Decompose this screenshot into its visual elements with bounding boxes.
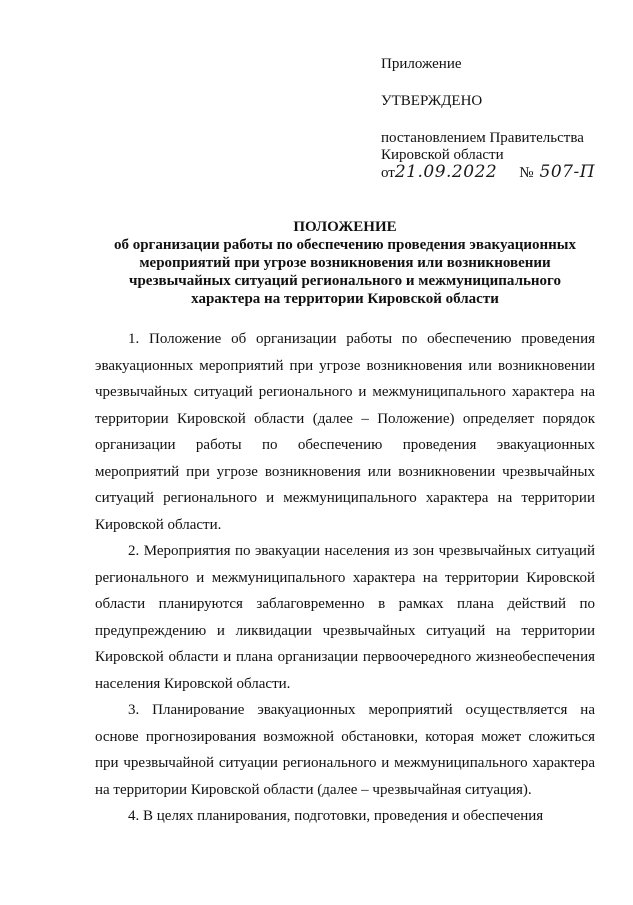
date-number-line [381, 164, 621, 182]
document-title [95, 218, 595, 308]
document-body [95, 326, 595, 830]
date-prefix: от [381, 165, 395, 181]
handwritten-date: 21.09.2022 [394, 162, 498, 182]
decree-line-2: Кировской области [381, 147, 504, 163]
paragraph-2: 2. Мероприятия по эвакуации населения из зон чрезвычайных ситуаций регионального и межмуниципального характера на территории Кировской области планируются заблаговременно в рамках плана действий по предупреждению и ликвидации чрезвычайных ситуаций на территории Кировской области и плана организации первоочередного жизнеобеспечения населения Кировской области. [95, 543, 595, 692]
approval-block [381, 56, 621, 182]
paragraph-3: 3. Планирование эвакуационных мероприятий осуществляется на основе прогнозирования возможной обстановки, которая может сложиться при чрезвычайной ситуации регионального и межмуниципального характера на территории Кировской области (далее – чрезвычайная ситуация). [95, 702, 595, 798]
appendix-label: Приложение [381, 56, 462, 72]
handwritten-number: 507-П [539, 162, 596, 182]
title-main: ПОЛОЖЕНИЕ [293, 219, 397, 235]
title-line-2: мероприятий при угрозе возникновения или возникновении [139, 255, 551, 271]
paragraph-4: 4. В целях планирования, подготовки, проведения и обеспечения [128, 808, 544, 824]
approved-label: УТВЕРЖДЕНО [381, 93, 483, 109]
decree-line-1: постановлением Правительства [381, 130, 584, 146]
title-line-4: характера на территории Кировской области [191, 291, 499, 307]
title-line-3: чрезвычайных ситуаций регионального и межмуниципального [129, 273, 561, 289]
number-label: № [519, 165, 534, 181]
title-line-1: об организации работы по обеспечению проведения эвакуационных [113, 237, 577, 253]
paragraph-1: 1. Положение об организации работы по обеспечению проведения эвакуационных мероприятий при угрозе возникновения или возникновении чрезвычайных ситуаций регионального и межмуниципального характера на территории Кировской области (далее – Положение) определяет порядок организации работы по обеспечению проведения эвакуационных мероприятий при угрозе возникновения или возникновении чрезвычайных ситуаций регионального и межмуниципального характера на территории Кировской области. [95, 331, 595, 533]
